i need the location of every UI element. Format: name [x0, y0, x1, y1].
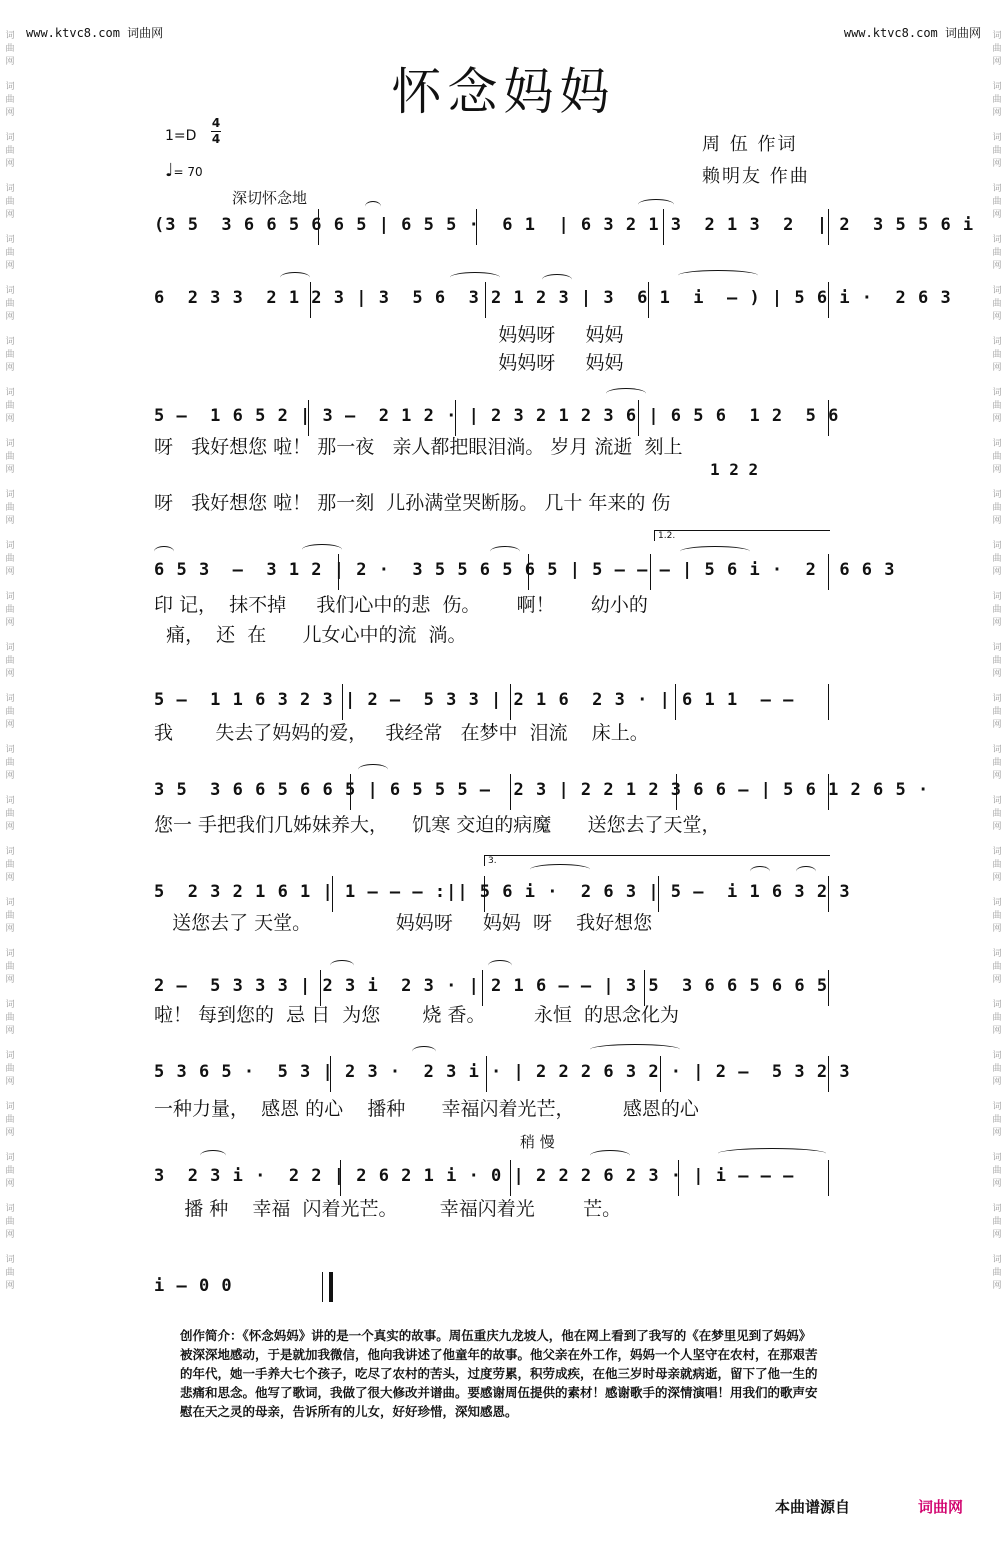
lyric-line: 妈妈呀 妈妈	[154, 352, 624, 374]
lyric-line: 呀 我好想您 啦！ 那一刻 儿孙满堂哭断肠。 几十 年来的 伤	[154, 492, 671, 514]
lyric-line: 痛， 还 在 儿女心中的流 淌。	[154, 624, 467, 646]
score-row: 3 2 3 i · 2 2 | 2 6 2 1 i · 0 | 2 2 2 6 2 3 · | i – – –	[150, 1158, 830, 1198]
lyric-line: 播 种 幸福 闪着光芒。 幸福闪着光 芒。	[154, 1198, 622, 1220]
time-bottom: 4	[211, 132, 221, 146]
time-signature	[211, 117, 221, 146]
footer-source-label: 本曲谱源自	[775, 1498, 851, 1516]
lyric-line: 妈妈呀 妈妈	[154, 324, 624, 346]
header-site-right[interactable]: www.ktvc8.com 词曲网	[843, 26, 981, 40]
lyric-line: 一种力量， 感恩 的心 播种 幸福闪着光芒， 感恩的心	[154, 1098, 699, 1120]
composer-credit: 赖明友 作曲	[702, 166, 810, 187]
time-top: 4	[211, 116, 221, 130]
score-row: (3 5 3 6 6 5 6 6 5 | 6 5 5 · 6 1 | 6 3 2 1 3 2 1 3 2 | 2 3 5 5 6 i	[150, 207, 830, 247]
lyric-line: 您一 手把我们几姊妹养大， 饥寒 交迫的病魔 送您去了天堂，	[154, 814, 721, 836]
score-row: 5 – 1 6 5 2 | 3 – 2 1 2 · | 2 3 2 1 2 3 6 | 6 5 6 1 2 5 6	[150, 398, 830, 438]
score-row-final: i – 0 0	[154, 1276, 244, 1296]
right-watermark-column: 词 曲 网 词 曲 网 词 曲 网 词 曲 网 词 曲 网 词 曲 网 词 曲 网 词 曲 网 词 曲 网 词 曲 网 词 曲 网 词 曲 网 词 曲 网 词 曲 网 词 曲 网 词 曲 网 词 曲 网 词 曲 网 词 曲 网 词 曲 网 词 曲 网 词 曲 网 词 曲 网 词 曲 网 词 曲 网	[992, 31, 1002, 1291]
score-row: 5 – 1 1 6 3 2 3 | 2 – 5 3 3 | 2 1 6 2 3 · | 6 1 1 – –	[150, 682, 830, 722]
score-row: 3 5 3 6 6 5 6 6 5 | 6 5 5 5 – 2 3 | 2 2 1 2 3 6 6 – | 5 6 1 2 6 5 ·	[150, 772, 830, 812]
tempo-slow-mark: 稍 慢	[520, 1133, 555, 1151]
lyric-line: 印 记， 抹不掉 我们心中的悲 伤。 啊！ 幼小的	[154, 594, 648, 616]
score-row: 5 2 3 2 1 6 1 | 1 – – – :|| 5 6 i · 2 6 3 | 5 – i 1 6 3 2 3	[150, 874, 830, 914]
final-barline	[322, 1272, 333, 1302]
quarter-note-icon: ♩	[165, 160, 174, 181]
header-site-left[interactable]: www.ktvc8.com 词曲网	[26, 26, 164, 40]
lyric-line: 呀 我好想您 啦！ 那一夜 亲人都把眼泪淌。 岁月 流逝 刻上	[154, 436, 683, 458]
lyric-line: 我 失去了妈妈的爱， 我经常 在梦中 泪流 床上。	[154, 722, 649, 744]
key-signature: 1=D	[165, 128, 197, 144]
score-row: 2 – 5 3 3 3 | 2 3 i 2 3 · | 2 1 6 – – | 3 5 3 6 6 5 6 6 5	[150, 968, 830, 1008]
volta-bracket-1: 1.2.	[654, 530, 830, 541]
tempo-mark: ♩= 70	[165, 160, 203, 181]
lyric-line: 送您去了 天堂。 妈妈呀 妈妈 呀 我好想您	[154, 912, 653, 934]
volta-bracket-2: 3.	[484, 855, 830, 866]
lyricist-credit: 周 伍 作词	[702, 134, 798, 155]
score-row: 5 3 6 5 · 5 3 | 2 3 · 2 3 i · | 2 2 2 6 3 2 · | 2 – 5 3 2 3	[150, 1054, 830, 1094]
alt-notes: 1 2 2	[710, 460, 759, 479]
expression-mark: 深切怀念地	[232, 189, 308, 207]
song-title: 怀念妈妈	[391, 63, 616, 121]
score-row: 6 2 3 3 2 1 2 3 | 3 5 6 3 2 1 2 3 | 3 6 1 i – ) | 5 6 i · 2 6 3	[150, 280, 830, 320]
footer-brand-link[interactable]: 词曲网	[918, 1498, 964, 1516]
left-watermark-column: 词 曲 网 词 曲 网 词 曲 网 词 曲 网 词 曲 网 词 曲 网 词 曲 网 词 曲 网 词 曲 网 词 曲 网 词 曲 网 词 曲 网 词 曲 网 词 曲 网 词 曲 网 词 曲 网 词 曲 网 词 曲 网 词 曲 网 词 曲 网 词 曲 网 词 曲 网 词 曲 网 词 曲 网 词 曲 网	[5, 31, 15, 1291]
intro-text: 创作简介：《怀念妈妈》讲的是一个真实的故事。周伍重庆九龙坡人，他在网上看到了我写的《在梦里见到了妈妈》被深深地感动，于是就加我微信，他向我讲述了他童年的故事。他父亲在外工作，妈妈一个人坚守在农村，在那艰苦的年代，她一手养大七个孩子，吃尽了农村的苦头，过度劳累，积劳成疾，在他三岁时母亲就病逝，留下了他一生的悲痛和思念。他写了歌词，我做了很大修改并谱曲。要感谢周伍提供的素材！感谢歌手的深情演唱！用我们的歌声安慰在天之灵的母亲，告诉所有的儿女，好好珍惜，深知感恩。	[180, 1328, 818, 1419]
lyric-line: 啦！ 每到您的 忌 日 为您 烧 香。 永恒 的思念化为	[154, 1004, 679, 1026]
score-row: 6 5 3 – 3 1 2 | 2 · 3 5 5 6 5 6 5 | 5 – – – | 5 6 i · 2 6 6 3	[150, 552, 830, 592]
